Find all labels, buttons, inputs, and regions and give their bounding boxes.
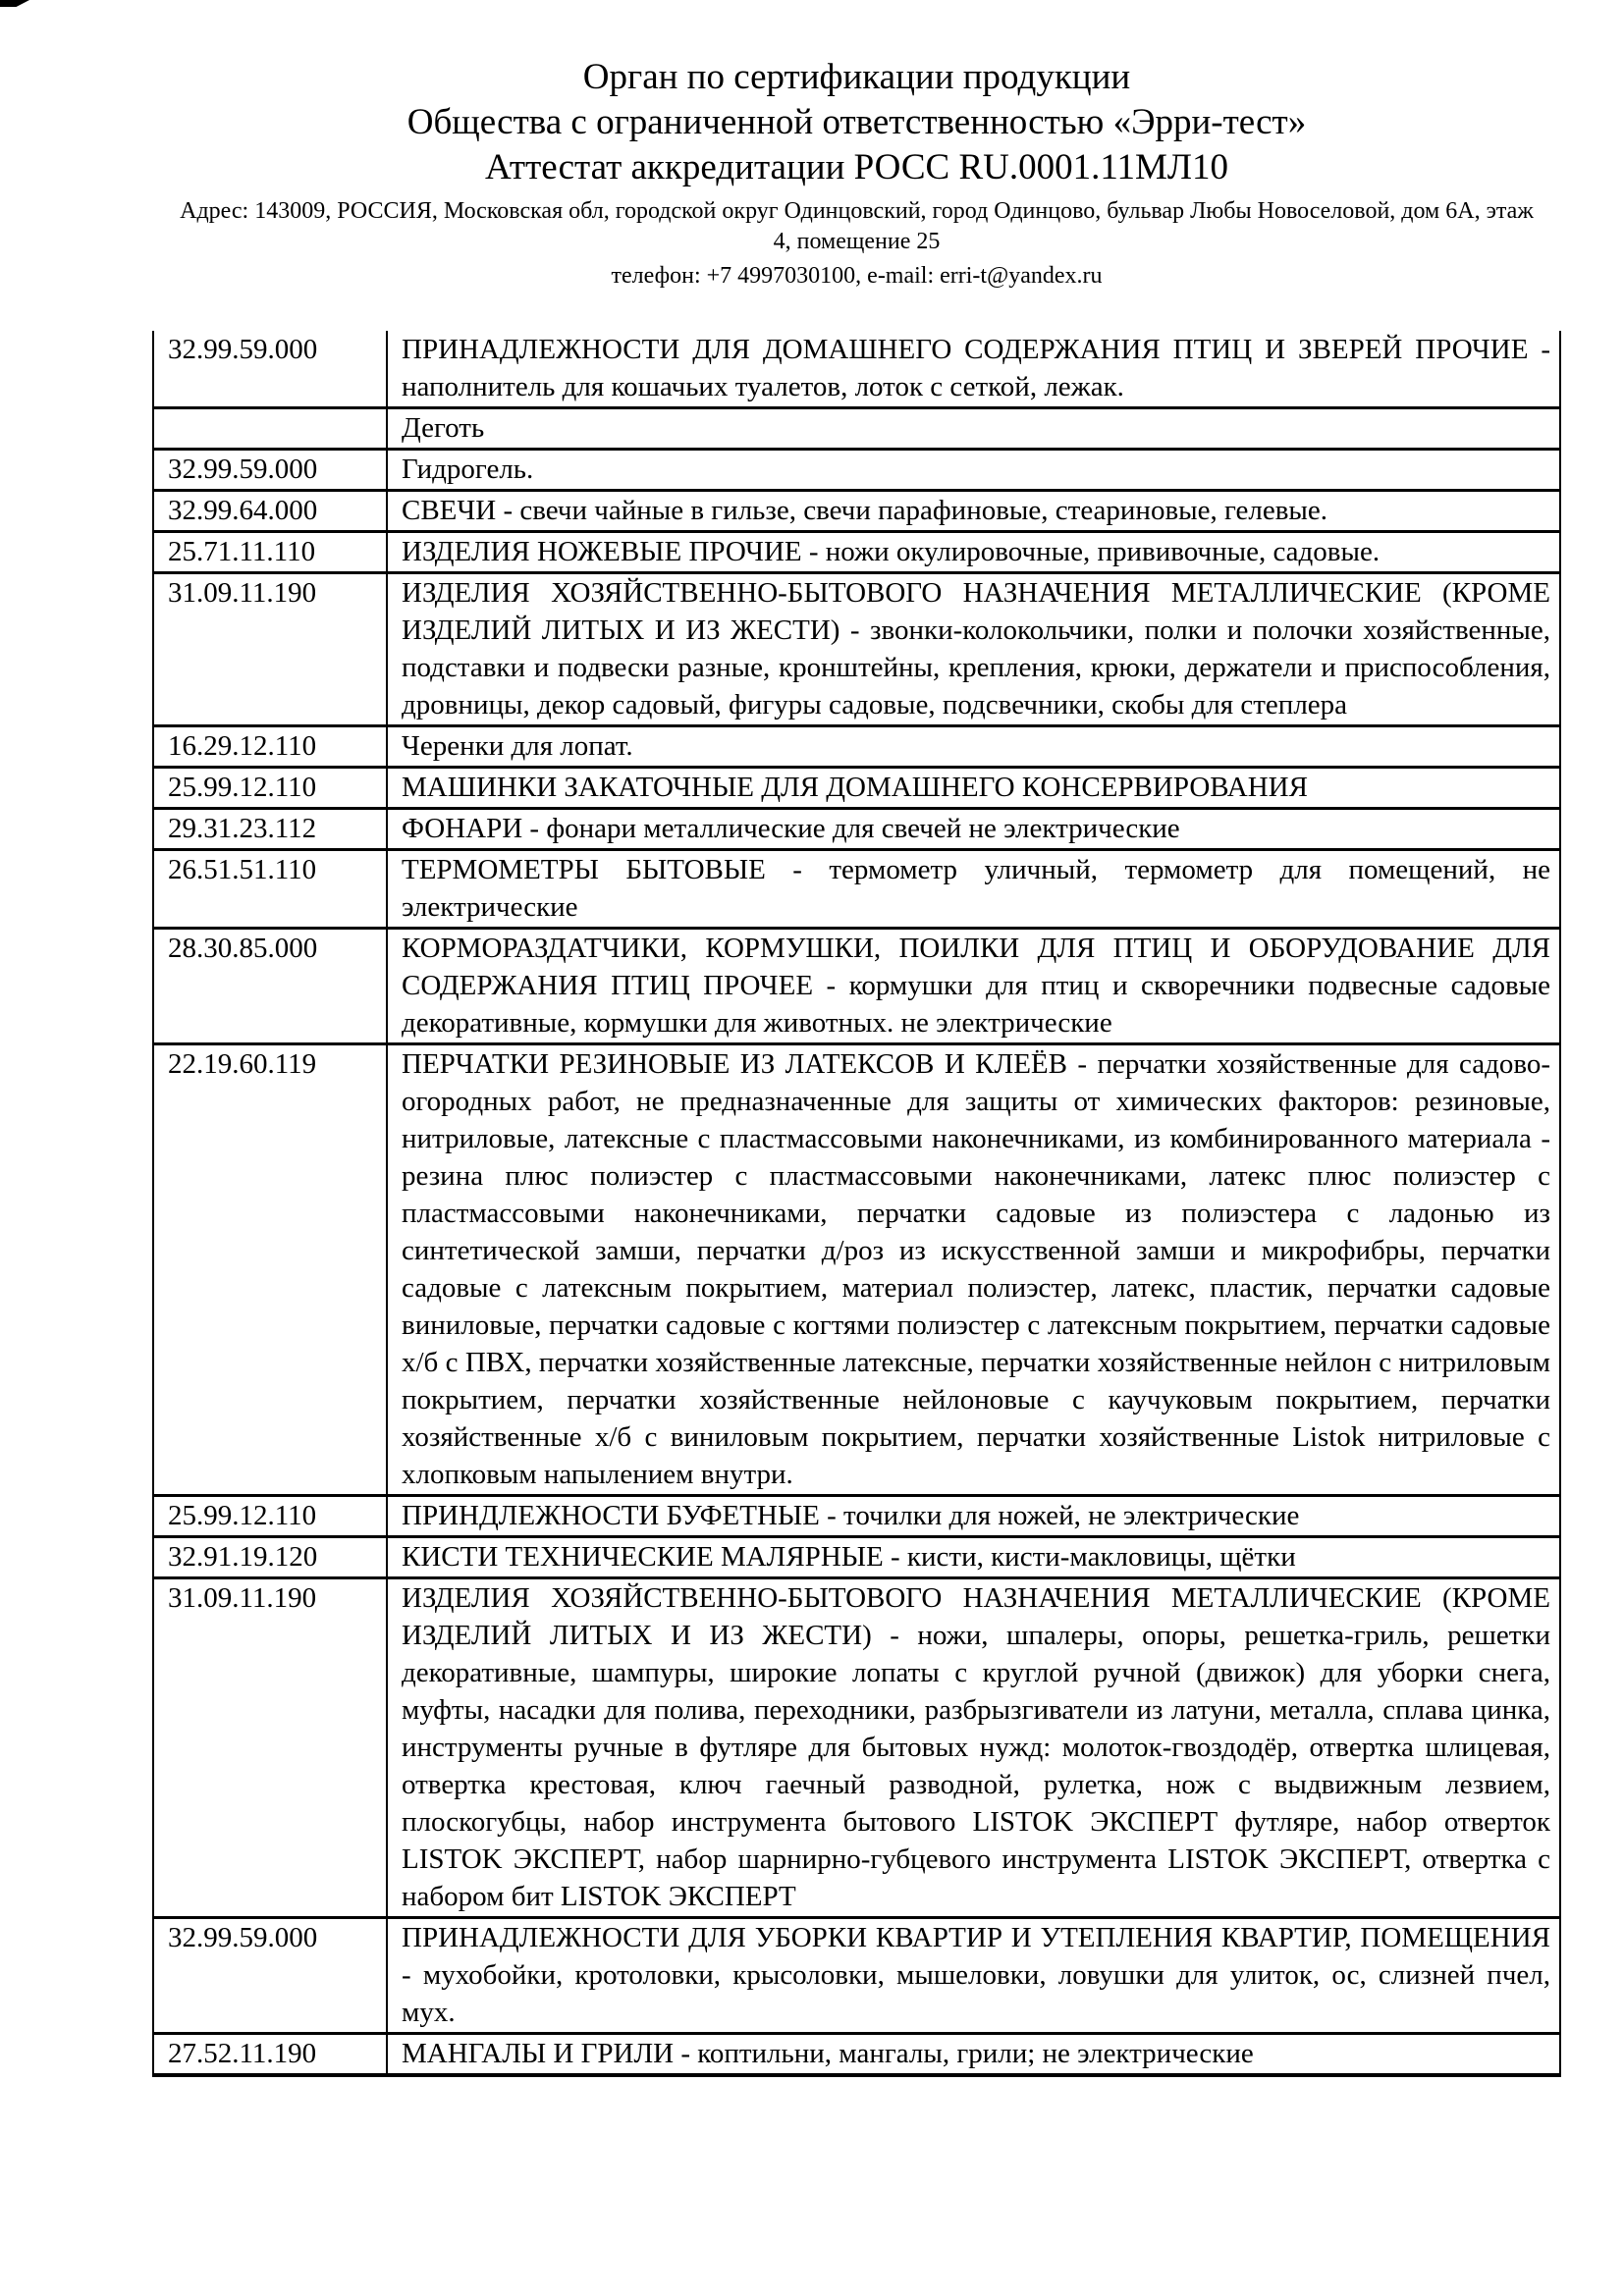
product-description-cell: ТЕРМОМЕТРЫ БЫТОВЫЕ - термометр уличный, термометр для помещений, не электрические (387, 850, 1560, 929)
table-row (153, 929, 1560, 1044)
product-description-cell: КОРМОРАЗДАТЧИКИ, КОРМУШКИ, ПОИЛКИ ДЛЯ ПТИЦ И ОБОРУДОВАНИЕ ДЛЯ СОДЕРЖАНИЯ ПТИЦ ПРОЧЕЕ - кормушки для птиц и скворечники подвесные садовые декоративные, кормушки для животных. не электрические (387, 929, 1560, 1044)
table-row (153, 809, 1560, 850)
table-row (153, 1496, 1560, 1537)
product-description-cell: Гидрогель. (387, 450, 1560, 491)
table-row (153, 2034, 1560, 2076)
product-description-cell: ПЕРЧАТКИ РЕЗИНОВЫЕ ИЗ ЛАТЕКСОВ И КЛЕЁВ - перчатки хозяйственные для садово-огородных работ, не предназначенные для защиты от химических факторов: резиновые, нитриловые, латексные с пластмассовыми наконечниками, из комбинированного материала - резина плюс полиэстер с пластмассовыми наконечниками, латекс плюс полиэстер с пластмассовыми наконечниками, перчатки садовые из полиэстера с ладонью из синтетической замши, перчатки д/роз из искусственной замши и микрофибры, перчатки садовые с латексным покрытием, материал полиэстер, латекс, пластик, перчатки садовые виниловые, перчатки садовые с когтями полиэстер с латексным покрытием, перчатки садовые х/б с ПВХ, перчатки хозяйственные латексные, перчатки хозяйственные нейлон с нитриловым покрытием, перчатки хозяйственные нейлоновые с каучуковым покрытием, перчатки хозяйственные х/б с виниловым покрытием, перчатки хозяйственные Listok нитриловые с хлопковым напылением внутри. (387, 1044, 1560, 1496)
product-description-cell: СВЕЧИ - свечи чайные в гильзе, свечи парафиновые, стеариновые, гелевые. (387, 491, 1560, 532)
table-row (153, 850, 1560, 929)
org-title-line-1: Орган по сертификации продукции (582, 57, 1131, 97)
product-code-cell: 27.52.11.190 (153, 2034, 387, 2076)
product-description-cell: МАШИНКИ ЗАКАТОЧНЫЕ ДЛЯ ДОМАШНЕГО КОНСЕРВИРОВАНИЯ (387, 768, 1560, 809)
product-code-cell: 32.91.19.120 (153, 1537, 387, 1578)
table-row (153, 331, 1560, 408)
product-description-cell: Черенки для лопат. (387, 726, 1560, 768)
table-row (153, 726, 1560, 768)
table-row (153, 1044, 1560, 1496)
product-code-cell: 32.99.59.000 (153, 331, 387, 408)
product-code-cell: 25.99.12.110 (153, 768, 387, 809)
accreditation-line: Аттестат аккредитации РОСС RU.0001.11МЛ10 (485, 147, 1228, 187)
product-description-cell: КИСТИ ТЕХНИЧЕСКИЕ МАЛЯРНЫЕ - кисти, кисти-макловицы, щётки (387, 1537, 1560, 1578)
product-description-cell: ПРИНАДЛЕЖНОСТИ ДЛЯ УБОРКИ КВАРТИР И УТЕПЛЕНИЯ КВАРТИР, ПОМЕЩЕНИЯ - мухобойки, кротоловки, крысоловки, мышеловки, ловушки для улиток, ос, слизней пчел, мух. (387, 1918, 1560, 2034)
product-description-cell: Деготь (387, 408, 1560, 450)
address-line: Адрес: 143009, РОССИЯ, Московская обл, городской округ Одинцовский, город Одинцово, бульвар Любы Новоселовой, дом 6А, этаж 4, помещение 25 (180, 198, 1534, 254)
table-row (153, 1918, 1560, 2034)
product-code-cell: 28.30.85.000 (153, 929, 387, 1044)
product-description-cell: ФОНАРИ - фонари металлические для свечей не электрические (387, 809, 1560, 850)
products-table-body (153, 331, 1560, 2075)
doc-header (152, 0, 1561, 292)
scan-artifact (0, 0, 29, 7)
product-code-cell: 26.51.51.110 (153, 850, 387, 929)
table-row (153, 408, 1560, 450)
product-description-cell: ИЗДЕЛИЯ ХОЗЯЙСТВЕННО-БЫТОВОГО НАЗНАЧЕНИЯ МЕТАЛЛИЧЕСКИЕ (КРОМЕ ИЗДЕЛИЙ ЛИТЫХ И ИЗ ЖЕСТИ) - ножи, шпалеры, опоры, решетка-гриль, решетки декоративные, шампуры, широкие лопаты с круглой ручной (движок) для уборки снега, муфты, насадки для полива, переходники, разбрызгиватели из латуни, металла, сплава цинка, инструменты ручные в футляре для бытовых нужд: молоток-гвоздодёр, отвертка шлицевая, отвертка крестовая, ключ гаечный разводной, рулетка, нож с выдвижным лезвием, плоскогубцы, набор инструмента бытового LISTOK ЭКСПЕРТ футляре, набор отверток LISTOK ЭКСПЕРТ, набор шарнирно-губцевого инструмента LISTOK ЭКСПЕРТ, отвертка с набором бит LISTOK ЭКСПЕРТ (387, 1578, 1560, 1918)
contact-line: телефон: +7 4997030100, e-mail: erri-t@yandex.ru (611, 263, 1103, 289)
products-table (152, 331, 1561, 2077)
table-row (153, 768, 1560, 809)
product-code-cell: 31.09.11.190 (153, 1578, 387, 1918)
product-code-cell: 32.99.64.000 (153, 491, 387, 532)
product-code-cell: 16.29.12.110 (153, 726, 387, 768)
product-description-cell: ИЗДЕЛИЯ НОЖЕВЫЕ ПРОЧИЕ - ножи окулировочные, прививочные, садовые. (387, 532, 1560, 573)
table-row (153, 573, 1560, 726)
product-code-cell (153, 408, 387, 450)
product-description-cell: МАНГАЛЫ И ГРИЛИ - коптильни, мангалы, грили; не электрические (387, 2034, 1560, 2076)
product-code-cell: 22.19.60.119 (153, 1044, 387, 1496)
product-code-cell: 32.99.59.000 (153, 450, 387, 491)
product-code-cell: 31.09.11.190 (153, 573, 387, 726)
product-code-cell: 25.71.11.110 (153, 532, 387, 573)
table-row (153, 1537, 1560, 1578)
document-content (152, 0, 1561, 2077)
product-code-cell: 32.99.59.000 (153, 1918, 387, 2034)
product-description-cell: ИЗДЕЛИЯ ХОЗЯЙСТВЕННО-БЫТОВОГО НАЗНАЧЕНИЯ МЕТАЛЛИЧЕСКИЕ (КРОМЕ ИЗДЕЛИЙ ЛИТЫХ И ИЗ ЖЕСТИ) - звонки-колокольчики, полки и полочки хозяйственные, подставки и подвески разные, кронштейны, крепления, крюки, держатели и приспособления, дровницы, декор садовый, фигуры садовые, подсвечники, скобы для степлера (387, 573, 1560, 726)
product-code-cell: 29.31.23.112 (153, 809, 387, 850)
product-description-cell: ПРИНДЛЕЖНОСТИ БУФЕТНЫЕ - точилки для ножей, не электрические (387, 1496, 1560, 1537)
table-row (153, 532, 1560, 573)
product-description-cell: ПРИНАДЛЕЖНОСТИ ДЛЯ ДОМАШНЕГО СОДЕРЖАНИЯ ПТИЦ И ЗВЕРЕЙ ПРОЧИЕ - наполнитель для кошачьих туалетов, лоток с сеткой, лежак. (387, 331, 1560, 408)
table-row (153, 450, 1560, 491)
table-row (153, 1578, 1560, 1918)
table-row (153, 491, 1560, 532)
org-title-line-2: Общества с ограниченной ответственностью «Эрри-тест» (406, 102, 1307, 142)
product-code-cell: 25.99.12.110 (153, 1496, 387, 1537)
